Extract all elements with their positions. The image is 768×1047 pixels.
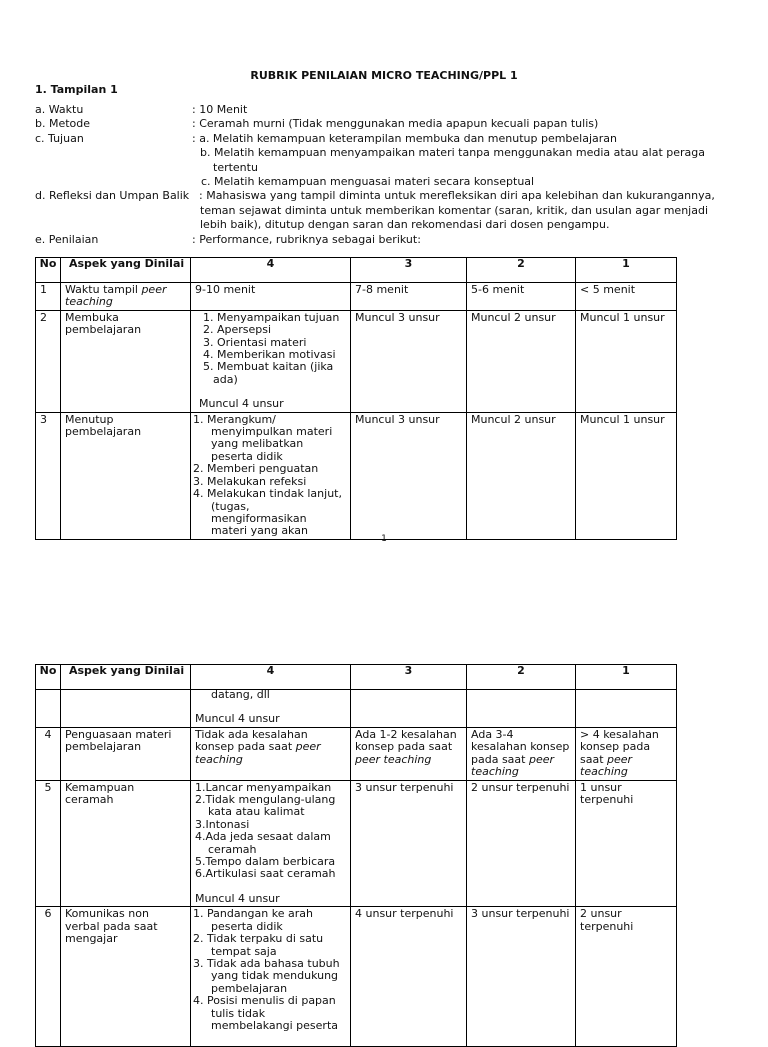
header-score-4: 4	[191, 665, 351, 690]
list-item: 3.Intonasi	[195, 817, 250, 831]
info-value: : a. Melatih kemampuan keterampilan membuka dan menutup pembelajaran	[192, 131, 618, 145]
info-label: d. Refleksi dan Umpan Balik	[35, 189, 190, 203]
row-score-3: 7-8 menit	[351, 283, 467, 311]
row-score-3	[351, 728, 467, 781]
row-number: 1	[36, 283, 61, 311]
list-item: 5.Tempo dalam berbicara	[195, 855, 336, 869]
list-item: 1. Merangkum/ menyimpulkan materi yang melibatkan peserta didik	[193, 412, 333, 463]
criteria-list	[195, 312, 346, 386]
list-item: 2.Tidak mengulang-ulang kata atau kalimat	[195, 793, 336, 819]
header-score-4: 4	[191, 258, 351, 283]
row-score-4	[191, 690, 351, 728]
row-aspect: Menutup pembelajaran	[61, 412, 191, 539]
row-score-4: 9-10 menit	[191, 283, 351, 311]
row-score-2: 5-6 menit	[467, 283, 576, 311]
row-score-1: 1 unsur terpenuhi	[576, 780, 677, 907]
table-row	[36, 907, 677, 1047]
list-item: 4. Melakukan tindak lanjut, (tugas, mengiformasikan materi yang akan	[193, 487, 342, 538]
info-value: : 10 Menit	[192, 103, 248, 116]
row-score-2: Muncul 2 unsur	[467, 310, 576, 412]
info-penilaian	[35, 233, 735, 247]
header-no: No	[36, 258, 61, 283]
criteria-list	[193, 414, 346, 538]
cell-text: Tidak ada kesalahan konsep pada saat	[195, 728, 308, 754]
header-score-1: 1	[576, 665, 677, 690]
criteria-list	[193, 908, 346, 1032]
table-row	[36, 728, 677, 781]
criteria-continuation: datang, dll	[211, 689, 270, 701]
row-aspect	[61, 283, 191, 311]
row-aspect: Kemampuan ceramah	[61, 780, 191, 907]
row-aspect: Penguasaan materi pembelajaran	[61, 728, 191, 781]
info-label: a. Waktu	[35, 103, 84, 116]
row-score-3: Muncul 3 unsur	[351, 412, 467, 539]
header-score-3: 3	[351, 665, 467, 690]
cell-emphasis: peer teaching	[580, 752, 633, 779]
info-value: : Performance, rubriknya sebagai berikut:	[192, 232, 421, 246]
row-score-4	[191, 907, 351, 1047]
info-value: tertentu	[213, 160, 258, 174]
list-item: 3. Tidak ada bahasa tubuh yang tidak mendukung pembelajaran	[193, 956, 340, 995]
cell-text: Ada 1-2 kesalahan konsep pada saat	[355, 728, 457, 754]
cell-emphasis: peer teaching	[471, 752, 555, 779]
info-block	[35, 103, 735, 247]
info-tujuan	[35, 132, 735, 190]
info-label: b. Metode	[35, 117, 91, 131]
criteria-list	[195, 782, 346, 881]
info-value: b. Melatih kemampuan menyampaikan materi tanpa menggunakan media atau alat peraga	[200, 146, 705, 160]
list-item: 4. Memberikan motivasi	[203, 348, 336, 362]
row-aspect	[61, 690, 191, 728]
criteria-footer: Muncul 4 unsur	[195, 891, 280, 905]
row-score-4	[191, 728, 351, 781]
table-row	[36, 310, 677, 412]
row-aspect: Komunikas non verbal pada saat mengajar	[61, 907, 191, 1047]
row-score-4	[191, 780, 351, 907]
row-score-1: < 5 menit	[576, 283, 677, 311]
table-row	[36, 780, 677, 907]
aspect-text: Waktu tampil	[65, 283, 142, 296]
header-score-2: 2	[467, 258, 576, 283]
info-value: : Mahasiswa yang tampil diminta untuk merefleksikan diri apa kelebihan dan kukurangannya,	[199, 189, 715, 203]
cell-text: Ada 3-4 kesalahan konsep pada saat	[471, 728, 570, 766]
row-score-3: 3 unsur terpenuhi	[351, 780, 467, 907]
row-score-2	[467, 728, 576, 781]
table-header-row	[36, 665, 677, 690]
row-aspect: Membuka pembelajaran	[61, 310, 191, 412]
table-row	[36, 412, 677, 539]
row-number: 3	[36, 412, 61, 539]
row-score-1	[576, 690, 677, 728]
criteria-footer: Muncul 4 unsur	[195, 712, 280, 726]
info-value: : Ceramah murni (Tidak menggunakan media apapun kecuali papan tulis)	[192, 117, 599, 131]
cell-emphasis: peer teaching	[195, 740, 321, 766]
info-waktu	[35, 103, 735, 117]
list-item: 2. Apersepsi	[203, 323, 272, 337]
header-score-3: 3	[351, 258, 467, 283]
section-heading: 1. Tampilan 1	[35, 83, 118, 96]
header-score-2: 2	[467, 665, 576, 690]
header-score-1: 1	[576, 258, 677, 283]
list-item: 4.Ada jeda sesaat dalam ceramah	[195, 830, 331, 856]
list-item: 2. Memberi penguatan	[193, 462, 319, 476]
rubric-table-page2	[35, 664, 677, 1047]
row-score-3: Muncul 3 unsur	[351, 310, 467, 412]
list-item: 2. Tidak terpaku di satu tempat saja	[193, 932, 324, 958]
row-score-1: Muncul 1 unsur	[576, 310, 677, 412]
row-score-2: Muncul 2 unsur	[467, 412, 576, 539]
row-number: 4	[36, 728, 61, 781]
row-score-4	[191, 310, 351, 412]
header-no: No	[36, 665, 61, 690]
row-score-2: 2 unsur terpenuhi	[467, 780, 576, 907]
row-score-1: Muncul 1 unsur	[576, 412, 677, 539]
row-number: 6	[36, 907, 61, 1047]
row-score-2	[467, 690, 576, 728]
row-score-3	[351, 690, 467, 728]
criteria-footer: Muncul 4 unsur	[199, 397, 284, 411]
row-score-1	[576, 728, 677, 781]
list-item: 1. Pandangan ke arah peserta didik	[193, 907, 313, 933]
info-refleksi	[35, 189, 735, 232]
info-value: lebih baik), ditutup dengan saran dan rekomendasi dari dosen pengampu.	[200, 218, 610, 232]
list-item: 4. Posisi menulis di papan tulis tidak membelakangi peserta	[193, 994, 338, 1032]
row-number	[36, 690, 61, 728]
page-number: 1	[381, 534, 387, 544]
row-score-4	[191, 412, 351, 539]
list-item: 6.Artikulasi saat ceramah	[195, 867, 336, 881]
row-score-3: 4 unsur terpenuhi	[351, 907, 467, 1047]
info-label: c. Tujuan	[35, 131, 84, 145]
list-item: 3. Melakukan refeksi	[193, 474, 307, 488]
row-score-1: 2 unsur terpenuhi	[576, 907, 677, 1047]
table-row	[36, 690, 677, 728]
list-item: 3. Orientasi materi	[203, 335, 307, 349]
aspect-emphasis: peer teaching	[65, 283, 167, 309]
cell-text: > 4 kesalahan konsep pada saat	[580, 728, 659, 766]
info-value: teman sejawat diminta untuk memberikan komentar (saran, kritik, dan usulan agar menjadi	[200, 203, 708, 217]
header-aspect: Aspek yang Dinilai	[61, 258, 191, 283]
table-row	[36, 283, 677, 311]
row-number: 2	[36, 310, 61, 412]
info-metode	[35, 117, 735, 131]
cell-emphasis: peer teaching	[355, 752, 432, 766]
list-item: 1.Lancar menyampaikan	[195, 780, 332, 794]
rubric-table-page1	[35, 257, 677, 540]
row-number: 5	[36, 780, 61, 907]
header-aspect: Aspek yang Dinilai	[61, 665, 191, 690]
list-item: 1. Menyampaikan tujuan	[203, 310, 340, 324]
document-title: RUBRIK PENILAIAN MICRO TEACHING/PPL 1	[250, 69, 518, 82]
info-label: e. Penilaian	[35, 232, 99, 246]
list-item: 5. Membuat kaitan (jika ada)	[203, 360, 334, 386]
table-header-row	[36, 258, 677, 283]
info-value: c. Melatih kemampuan menguasai materi secara konseptual	[201, 175, 535, 189]
row-score-2: 3 unsur terpenuhi	[467, 907, 576, 1047]
